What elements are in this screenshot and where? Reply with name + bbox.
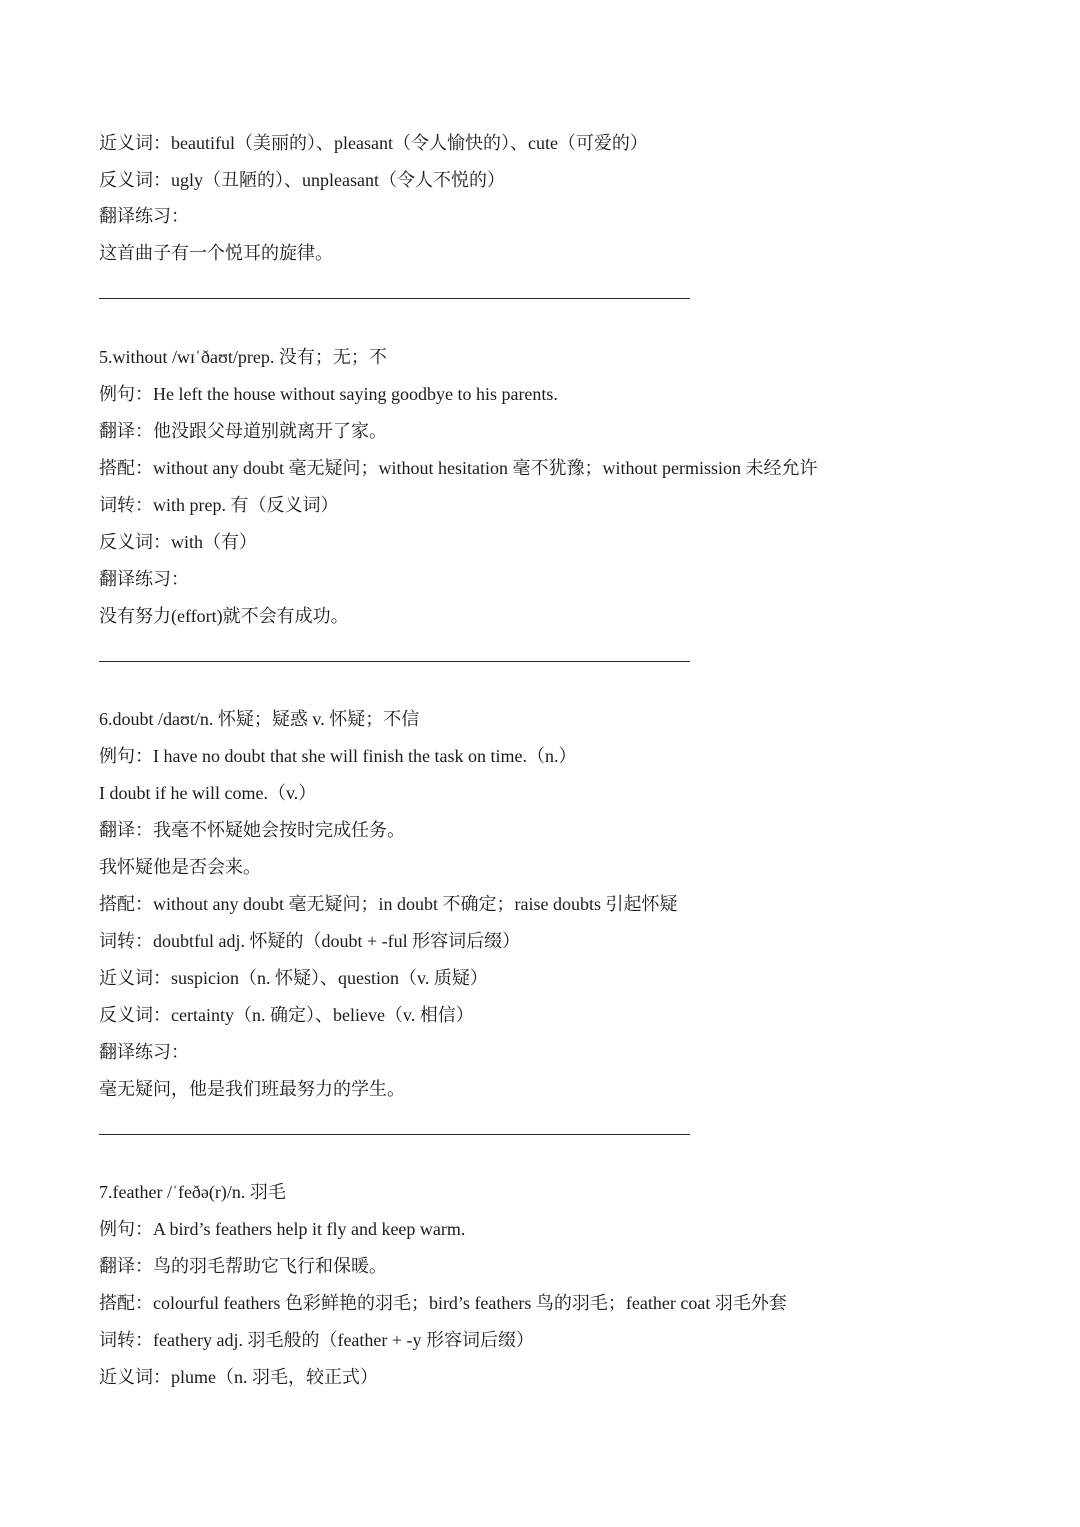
section6-translation-2: 我怀疑他是否会来。 bbox=[99, 857, 261, 877]
section6-practice-sentence: 毫无疑问，他是我们班最努力的学生。 bbox=[99, 1079, 405, 1099]
section7-example: 例句：A bird’s feathers help it fly and keep warm. bbox=[99, 1219, 466, 1239]
section4-answer-line bbox=[99, 298, 690, 299]
section6-headword: 6.doubt /daʊt/n. 怀疑；疑惑 v. 怀疑；不信 bbox=[99, 709, 420, 729]
section6-derivation: 词转：doubtful adj. 怀疑的（doubt + -ful 形容词后缀） bbox=[99, 931, 521, 951]
section5-answer-line bbox=[99, 661, 690, 662]
section6-collocations: 搭配：without any doubt 毫无疑问；in doubt 不确定；raise doubts 引起怀疑 bbox=[99, 894, 678, 914]
section5-practice-sentence: 没有努力(effort)就不会有成功。 bbox=[99, 606, 349, 626]
section5-antonyms: 反义词：with（有） bbox=[99, 532, 258, 552]
section7-headword: 7.feather /ˈfeðə(r)/n. 羽毛 bbox=[99, 1182, 286, 1202]
section7-derivation: 词转：feathery adj. 羽毛般的（feather + -y 形容词后缀） bbox=[99, 1330, 535, 1350]
section7-synonyms: 近义词：plume（n. 羽毛，较正式） bbox=[99, 1367, 378, 1387]
section6-translation-1: 翻译：我毫不怀疑她会按时完成任务。 bbox=[99, 820, 405, 840]
section6-example-1: 例句：I have no doubt that she will finish the task on time.（n.） bbox=[99, 746, 577, 766]
section4-practice-heading: 翻译练习： bbox=[99, 206, 189, 226]
section7-collocations: 搭配：colourful feathers 色彩鲜艳的羽毛；bird’s feathers 鸟的羽毛；feather coat 羽毛外套 bbox=[99, 1293, 787, 1313]
section5-translation: 翻译：他没跟父母道别就离开了家。 bbox=[99, 421, 387, 441]
section5-derivation: 词转：with prep. 有（反义词） bbox=[99, 495, 339, 515]
section6-example-2: I doubt if he will come.（v.） bbox=[99, 783, 317, 803]
section6-antonyms: 反义词：certainty（n. 确定）、believe（v. 相信） bbox=[99, 1005, 474, 1025]
section5-practice-heading: 翻译练习： bbox=[99, 569, 189, 589]
section4-synonyms: 近义词：beautiful（美丽的）、pleasant（令人愉快的）、cute（可爱的） bbox=[99, 133, 648, 153]
section6-synonyms: 近义词：suspicion（n. 怀疑）、question（v. 质疑） bbox=[99, 968, 488, 988]
section5-collocations: 搭配：without any doubt 毫无疑问；without hesitation 毫不犹豫；without permission 未经允许 bbox=[99, 458, 818, 478]
section5-headword: 5.without /wɪˈðaʊt/prep. 没有；无；不 bbox=[99, 347, 387, 367]
section5-example: 例句：He left the house without saying goodbye to his parents. bbox=[99, 384, 558, 404]
section4-antonyms: 反义词：ugly（丑陋的）、unpleasant（令人不悦的） bbox=[99, 170, 505, 190]
section7-translation: 翻译：鸟的羽毛帮助它飞行和保暖。 bbox=[99, 1256, 387, 1276]
section4-practice-sentence: 这首曲子有一个悦耳的旋律。 bbox=[99, 243, 333, 263]
section6-answer-line bbox=[99, 1134, 690, 1135]
section6-practice-heading: 翻译练习： bbox=[99, 1042, 189, 1062]
